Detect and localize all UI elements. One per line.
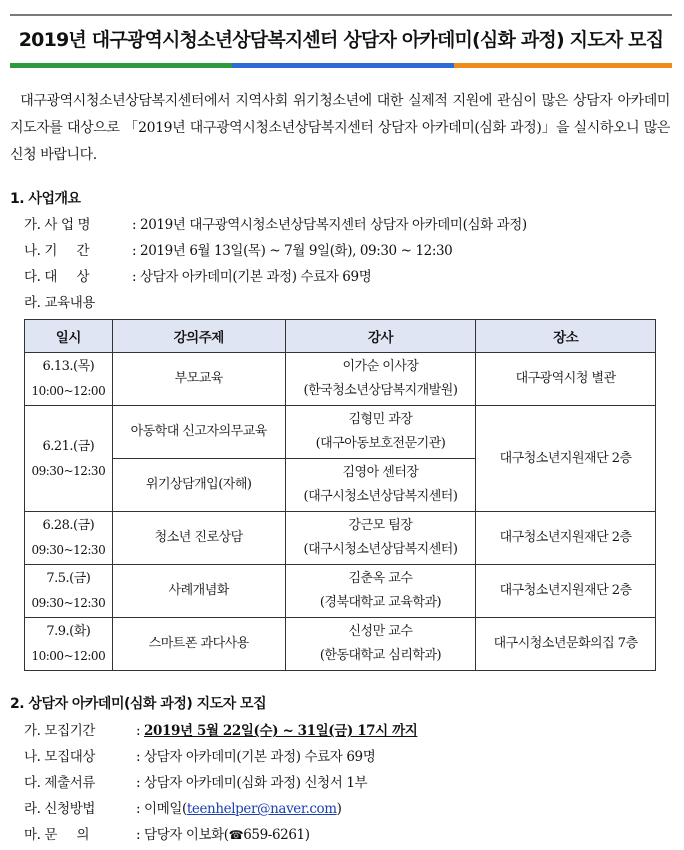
recruit-period-value: 2019년 5월 22일(수) ~ 31일(금) 17시 까지 bbox=[144, 723, 418, 739]
header-place: 장소 bbox=[476, 320, 656, 353]
lecturer-cell: 신성만 교수 (한동대학교 심리학과) bbox=[285, 618, 476, 671]
recruit-label: 가. 모집기간 bbox=[24, 723, 95, 739]
overview-value: : 상담자 아카데미(기본 과정) 수료자 69명 bbox=[132, 269, 372, 285]
method-prefix: 이메일( bbox=[144, 801, 187, 817]
overview-row-content bbox=[24, 291, 95, 311]
recruit-label: 다. 제출서류 bbox=[24, 775, 95, 791]
date-cell: 6.21.(금) 09:30~12:30 bbox=[25, 406, 113, 512]
page-title: 2019년 대구광역시청소년상담복지센터 상담자 아카데미(심화 과정) 지도자 모집 bbox=[18, 29, 664, 51]
overview-label: 나. 기 간 bbox=[24, 243, 90, 259]
recruit-target-value: 상담자 아카데미(기본 과정) 수료자 69명 bbox=[144, 749, 376, 765]
header-topic: 강의주제 bbox=[112, 320, 285, 353]
lecturer-cell: 김영아 센터장 (대구시청소년상담복지센터) bbox=[285, 459, 476, 512]
place-cell: 대구청소년지원재단 2층 bbox=[476, 406, 656, 512]
topic-cell: 부모교육 bbox=[112, 353, 285, 406]
recruit-label: 나. 모집대상 bbox=[24, 749, 95, 765]
table-row bbox=[25, 512, 656, 565]
table-row bbox=[25, 618, 656, 671]
recruit-label: 라. 신청방법 bbox=[24, 801, 95, 817]
color-bar-blue bbox=[232, 63, 454, 68]
topic-cell: 사례개념화 bbox=[112, 565, 285, 618]
recruit-row-inquiry: 마. 문 의 : 담당자 이보화(☎659-6261) bbox=[24, 823, 310, 843]
recruit-row-docs: 다. 제출서류 : 상담자 아카데미(심화 과정) 신청서 1부 bbox=[24, 771, 367, 791]
topic-cell: 아동학대 신고자의무교육 bbox=[112, 406, 285, 459]
color-bar-orange bbox=[454, 63, 672, 68]
date-cell: 7.5.(금) 09:30~12:30 bbox=[25, 565, 113, 618]
overview-label: 라. 교육내용 bbox=[24, 295, 95, 311]
place-cell: 대구시청소년문화의집 7층 bbox=[476, 618, 656, 671]
overview-row-period bbox=[24, 239, 452, 259]
section1-heading: 1. 사업개요 bbox=[10, 191, 81, 207]
header-lecturer: 강사 bbox=[285, 320, 476, 353]
lecturer-cell: 김춘옥 교수 (경북대학교 교육학과) bbox=[285, 565, 476, 618]
recruit-docs-value: 상담자 아카데미(심화 과정) 신청서 1부 bbox=[144, 775, 368, 791]
overview-row-name bbox=[24, 213, 527, 233]
overview-value: : 2019년 6월 13일(목) ~ 7월 9일(화), 09:30 ~ 12:30 bbox=[132, 243, 453, 259]
topic-cell: 위기상담개입(자해) bbox=[112, 459, 285, 512]
inquiry-prefix: 담당자 이보화( bbox=[144, 827, 229, 843]
place-cell: 대구광역시청 별관 bbox=[476, 353, 656, 406]
date-cell: 7.9.(화) 10:00~12:00 bbox=[25, 618, 113, 671]
overview-label: 다. 대 상 bbox=[24, 269, 90, 285]
table-row bbox=[25, 406, 656, 459]
intro-paragraph bbox=[10, 88, 670, 169]
section2-heading: 2. 상담자 아카데미(심화 과정) 지도자 모집 bbox=[10, 696, 267, 712]
table-header-row bbox=[25, 320, 656, 353]
email-link[interactable]: teenhelper@naver.com bbox=[186, 801, 337, 817]
date-cell: 6.13.(목) 10:00~12:00 bbox=[25, 353, 113, 406]
lecturer-cell: 이가순 이사장 (한국청소년상담복지개발원) bbox=[285, 353, 476, 406]
overview-value: : 2019년 대구광역시청소년상담복지센터 상담자 아카데미(심화 과정) bbox=[132, 217, 527, 233]
title-color-bar bbox=[10, 63, 672, 68]
method-suffix: ) bbox=[336, 801, 342, 817]
date-cell: 6.28.(금) 09:30~12:30 bbox=[25, 512, 113, 565]
title-banner bbox=[10, 14, 672, 68]
lecturer-cell: 강근모 팀장 (대구시청소년상담복지센터) bbox=[285, 512, 476, 565]
place-cell: 대구청소년지원재단 2층 bbox=[476, 565, 656, 618]
overview-row-target bbox=[24, 265, 371, 285]
intro-text: 대구광역시청소년상담복지센터에서 지역사회 위기청소년에 대한 실제적 지원에 관심이 많은 상담자 아카데미 지도자를 대상으로 「2019년 대구광역시청소년상담복지센터 상담자 아카데미(심화 과정)」을 실시하오니 많은 신청 바랍니다. bbox=[10, 93, 670, 163]
topic-cell: 청소년 진로상담 bbox=[112, 512, 285, 565]
recruit-row-target: 나. 모집대상 : 상담자 아카데미(기본 과정) 수료자 69명 bbox=[24, 745, 375, 765]
schedule-table bbox=[24, 319, 656, 671]
phone-icon: ☎ bbox=[228, 828, 244, 842]
topic-cell: 스마트폰 과다사용 bbox=[112, 618, 285, 671]
recruit-label: 마. 문 의 bbox=[24, 827, 90, 843]
overview-label: 가. 사 업 명 bbox=[24, 217, 91, 233]
header-date: 일시 bbox=[25, 320, 113, 353]
inquiry-phone: 659-6261) bbox=[243, 827, 310, 843]
table-row bbox=[25, 353, 656, 406]
recruit-row-period: 가. 모집기간 : 2019년 5월 22일(수) ~ 31일(금) 17시 까지 bbox=[24, 719, 417, 739]
color-bar-green bbox=[10, 63, 232, 68]
place-cell: 대구청소년지원재단 2층 bbox=[476, 512, 656, 565]
lecturer-cell: 김형민 과장 (대구아동보호전문기관) bbox=[285, 406, 476, 459]
recruit-row-method: 라. 신청방법 : 이메일(teenhelper@naver.com) bbox=[24, 797, 342, 817]
table-row bbox=[25, 565, 656, 618]
